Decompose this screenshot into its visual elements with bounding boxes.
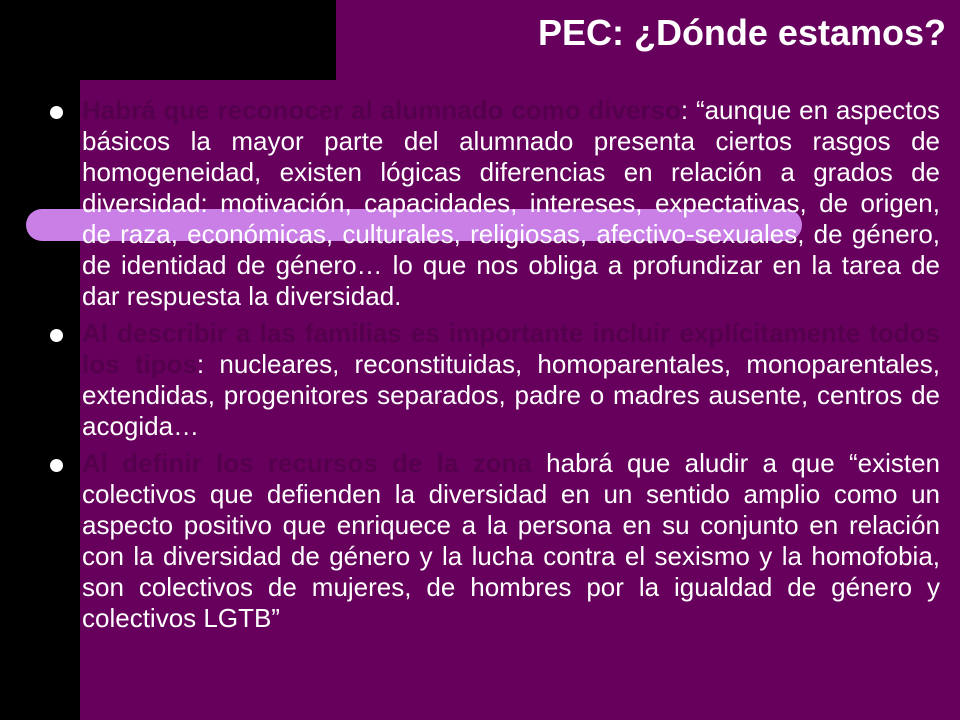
bullet-highlight: Habrá que reconocer al alumnado como diverso: [82, 95, 681, 125]
top-left-frame: [0, 0, 336, 80]
bullet-list: [40, 95, 940, 640]
bullet-text: [82, 318, 940, 441]
bullet-body: : “aunque en aspectos básicos la mayor parte del alumnado presenta ciertos rasgos de homogeneidad, existen lógicas diferencias en relación a grados de diversidad: motivación, capacidades, intereses, expectativas, de origen, de raza, económicas, culturales, religiosas, afectivo-sexuales, de género, de identidad de género… lo que nos obliga a profundizar en la tarea de dar respuesta la diversidad.: [82, 95, 940, 311]
bullet-text: [82, 95, 940, 311]
bullet-text: [82, 448, 940, 633]
bullet-item-families: [40, 318, 940, 442]
bullet-icon: [50, 459, 63, 472]
bullet-body: habrá que aludir a que “existen colectivos que defienden la diversidad en un sentido amplio como un aspecto positivo que enriquece a la persona en su conjunto en relación con la diversidad de género y la lucha contra el sexismo y la homofobia, son colectivos de mujeres, de hombres por la igualdad de género y colectivos LGTB”: [82, 448, 940, 633]
bullet-item-diverse-students: [40, 95, 940, 312]
bullet-highlight: Al definir los recursos de la zona: [82, 448, 532, 478]
bullet-body: : nucleares, reconstituidas, homoparentales, monoparentales, extendidas, progenitores separados, padre o madres ausente, centros de acogida…: [82, 349, 940, 441]
bullet-icon: [50, 329, 63, 342]
bullet-highlight: Al describir a las familias es importante incluir explícitamente todos los tipos: [82, 318, 940, 379]
bullet-item-resources: [40, 448, 940, 634]
slide-title: PEC: ¿Dónde estamos?: [537, 12, 946, 53]
bullet-icon: [50, 106, 63, 119]
